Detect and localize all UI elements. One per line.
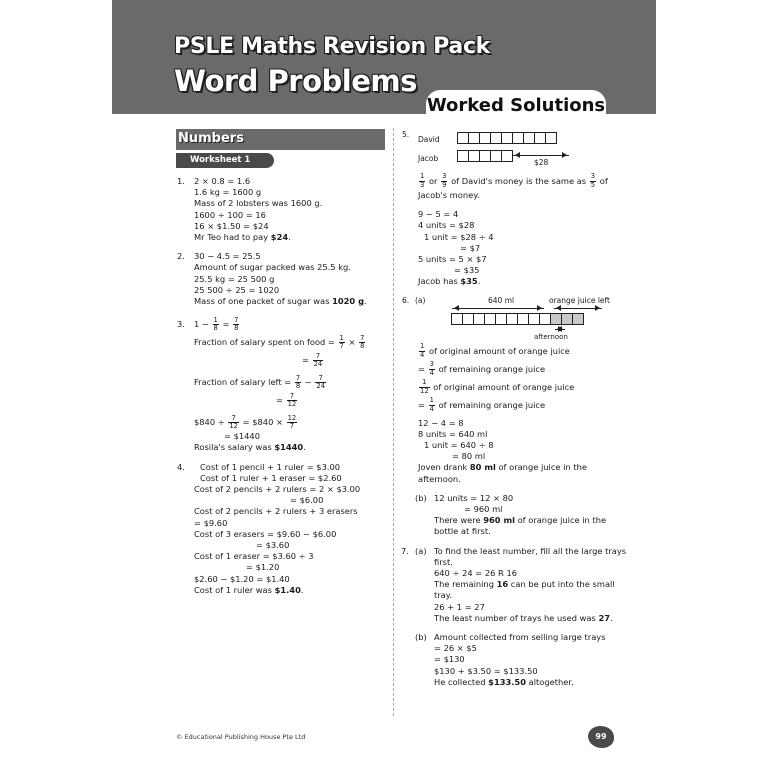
afternoon-arrow (555, 329, 565, 330)
solution-line: 1.6 kg = 1600 g (194, 187, 262, 198)
solution-line: = $1.20 (246, 562, 280, 573)
solution-line: = $\frac{1}{4}$ of remaining orange juice (418, 396, 546, 413)
book-title: Word Problems (174, 64, 417, 98)
solution-line: 12 units = 12 × 80 (434, 492, 514, 503)
answer-line: The least number of trays he used was 27. (434, 612, 613, 623)
drunk-arrow (452, 308, 544, 309)
worksheet-page (112, 0, 656, 768)
question-number: 7. (401, 545, 409, 556)
solution-line: 16 × $1.50 = $24 (194, 220, 269, 231)
solution-line: 25.5 kg = 25 500 g (194, 273, 275, 284)
bar-model-5 (402, 130, 602, 172)
solution-line: Cost of 1 eraser = $3.60 ÷ 3 (194, 551, 314, 562)
solution-line: = $\frac{7}{12}$ (276, 391, 297, 409)
right-column (401, 130, 627, 688)
solution-line: 26 + 1 = 27 (434, 601, 485, 612)
solution-line: Cost of 1 pencil + 1 ruler = $3.00 (200, 461, 341, 472)
answer-line: Mass of one packet of sugar was 1020 g. (194, 296, 367, 307)
solution-line: = $6.00 (290, 495, 324, 506)
solution-line: Cost of 3 erasers = $9.60 − $6.00 (194, 528, 337, 539)
part-label: (a) (415, 295, 426, 305)
answer-line: bottle at first. (434, 526, 491, 537)
part-label: (a) (415, 545, 427, 556)
answer-line: There were 960 ml of orange juice in the (434, 515, 607, 526)
solution-line: Cost of 2 pencils + 2 rulers = 2 × $3.00 (194, 484, 361, 495)
answer-line: afternoon. (418, 473, 461, 484)
solution-line: Mass of 2 lobsters was 1600 g. (194, 198, 323, 209)
answer-line: He collected $133.50 altogether. (434, 676, 574, 687)
solution-line: tray. (434, 590, 453, 601)
solution-line: first. (434, 556, 453, 567)
solution-line: $\frac{1}{4}$ of original amount of orange juice (420, 342, 570, 359)
solution-line: = $\frac{3}{4}$ of remaining orange juice (418, 360, 546, 377)
solution-line: 30 − 4.5 = 25.5 (194, 251, 261, 262)
solution-line: = $9.60 (194, 517, 228, 528)
part-label: (b) (415, 492, 427, 503)
solution-line: The remaining 16 can be put into the small (434, 579, 615, 590)
answer-line: Jacob has $35. (418, 276, 481, 287)
part-label: (b) (415, 632, 427, 643)
solution-line: $130 + $3.50 = $133.50 (434, 665, 538, 676)
solution-line: Amount collected from selling large trays (434, 632, 606, 643)
solution-line: Amount of sugar packed was 25.5 kg. (194, 262, 351, 273)
solution-line: = 26 × $5 (434, 643, 477, 654)
solution-line: = $1440 (224, 431, 260, 442)
solution-line: $840 ÷ $\frac{7}{12}$ = $840 × $\frac{12}{7}$ (194, 413, 297, 431)
left-column (178, 176, 384, 596)
solution-line: To find the least number, fill all the large trays (434, 545, 627, 556)
column-divider (393, 128, 394, 716)
solution-line: Fraction of salary left = $\frac{7}{8}$ − $\frac{7}{24}$ (194, 373, 326, 391)
juice-bar (452, 313, 584, 325)
jacob-bar (458, 150, 513, 162)
solution-line: 4 units = $28 (418, 220, 475, 231)
solution-line: Cost of 1 ruler + 1 eraser = $2.60 (200, 472, 342, 483)
question-6-solution (402, 295, 610, 538)
difference-arrow (513, 155, 569, 156)
solution-line: = $3.60 (256, 540, 290, 551)
solution-line: 1 unit = 640 ÷ 8 (424, 440, 494, 451)
solution-line: $\frac{1}{3}$ or $\frac{3}{9}$ of David's money is the same as $\frac{3}{5}$ of (420, 172, 608, 189)
solution-line: = $35 (454, 265, 480, 276)
solution-line: 5 units = 5 × $7 (418, 254, 487, 265)
david-bar (458, 132, 557, 144)
solution-line: 1600 ÷ 100 = 16 (194, 209, 266, 220)
answer-line: Joven drank 80 ml of orange juice in the (418, 462, 587, 473)
answer-line: Cost of 1 ruler was $1.40. (194, 584, 304, 595)
worked-solutions-tab: Worked Solutions (426, 90, 606, 120)
question-number: 3. (177, 319, 185, 330)
question-4-solution (178, 462, 384, 596)
question-5-solution (402, 130, 608, 288)
juice-left-label: orange juice left (549, 295, 610, 305)
question-1-solution (178, 176, 384, 243)
solution-line: $\frac{1}{12}$ of original amount of orange juice (420, 378, 575, 395)
question-number: 4. (177, 461, 185, 472)
difference-label: $28 (534, 158, 549, 167)
david-label: David (418, 135, 440, 144)
bar-model-6 (402, 295, 610, 342)
page-number: 99 (588, 726, 614, 748)
question-7-solution (401, 545, 627, 688)
solution-line: = $130 (434, 654, 465, 665)
solution-line: 12 − 4 = 8 (418, 417, 464, 428)
solution-line: 2 × 0.8 = 1.6 (194, 176, 251, 186)
question-3-solution: 3. 1 − $\frac{1}{8}$ = $\frac{7}{8}$ Fraction of salary spent on food = $\frac{1}{7}$ × $\frac{7}{8}$ = $\frac{7}{24}$ Fraction of salary left = $\frac{7}{8}$ − $\frac{7}{24}$ = $\frac{7}{12}$ $840 ÷ $\frac{7}{12}$ = $840 × $\frac{12}{7}$ = $1440 Rosila's salary was $1440. (178, 315, 384, 453)
solution-line: Jacob's money. (418, 190, 480, 200)
worksheet-label: Worksheet 1 (176, 153, 274, 168)
pack-title: PSLE Maths Revision Pack (174, 34, 491, 59)
question-2-solution (178, 251, 384, 307)
page-header (112, 0, 656, 114)
solution-line: Fraction of salary spent on food = $\frac{1}{7}$ × $\frac{7}{8}$ (194, 333, 365, 351)
section-title: Numbers (178, 131, 244, 146)
jacob-label: Jacob (418, 154, 439, 163)
answer-line: Rosila's salary was $1440. (194, 442, 306, 453)
solution-line: 9 − 5 = 4 (418, 209, 459, 220)
solution-line: 8 units = 640 ml (418, 428, 488, 439)
solution-line: = $\frac{7}{24}$ (302, 351, 323, 369)
question-number: 1. (177, 176, 185, 186)
question-number: 6. (402, 295, 410, 305)
solution-line: 1 unit = $28 ÷ 4 (424, 231, 494, 242)
amount-label: 640 ml (488, 295, 515, 305)
answer-line: Mr Teo had to pay $24. (194, 232, 291, 243)
solution-line: 25 500 ÷ 25 = 1020 (194, 284, 280, 295)
solution-line: Cost of 2 pencils + 2 rulers + 3 erasers (194, 506, 358, 517)
question-number: 5. (402, 130, 410, 139)
left-arrow (554, 308, 602, 309)
solution-line: = $7 (460, 242, 481, 253)
solution-line: = 960 ml (464, 504, 503, 515)
solution-line: $2.60 − $1.20 = $1.40 (194, 573, 290, 584)
question-number: 2. (177, 251, 185, 262)
afternoon-label: afternoon (534, 332, 568, 341)
solution-line: = 80 ml (452, 451, 486, 462)
solution-line: 640 ÷ 24 = 26 R 16 (434, 568, 518, 579)
copyright-footer: © Educational Publishing House Pte Ltd (176, 733, 306, 741)
